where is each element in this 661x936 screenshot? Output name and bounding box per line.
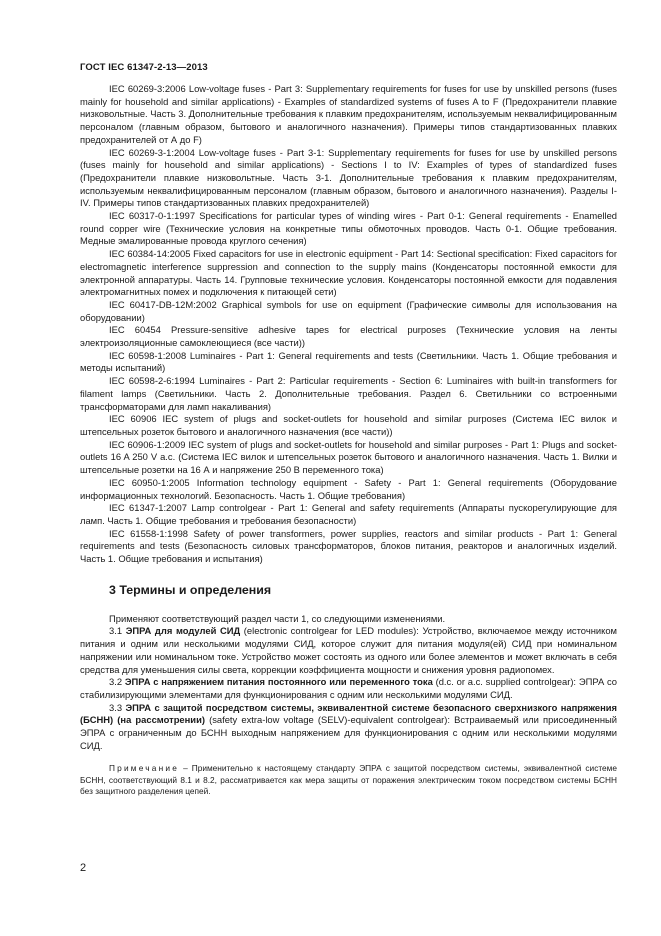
page-number: 2 [80, 862, 87, 874]
term-name: ЭПРА с напряжением питания постоянного или переменного тока [124, 676, 433, 688]
reference-item: IEC 60906-1:2009 IEC system of plugs and socket-outlets for household and similar purposes - Part 1: Plugs and socket-outlets 16 A 250 V a.c. (Система IEC вилок и штепсельных розеток бытового и аналогичного назначения. Часть 1. Вилки и штепсельные розетки на 16 А и напряжение 250 В переменного тока) [80, 438, 617, 476]
reference-item: IEC 61558-1:1998 Safety of power transformers, power supplies, reactors and similar products - Part 1: General requirements and tests (Безопасность силовых трансформаторов, блоков питания, реакторов и аналогичных изделий. Часть 1. Общие требования и испытания) [80, 527, 617, 565]
reference-item: IEC 60454 Pressure-sensitive adhesive tapes for electrical purposes (Технические условия на ленты электроизоляционные самоклеющиеся (все части)) [80, 324, 617, 349]
document-header: ГОСТ IEC 61347-2-13—2013 [80, 62, 208, 73]
reference-item: IEC 60906 IEC system of plugs and socket-outlets for household and similar purposes (Система IEC вилок и штепсельных розеток бытового и аналогичного назначения (все части)) [80, 413, 617, 437]
normative-references-list [80, 83, 617, 566]
term-number: 3.3 [109, 701, 123, 713]
note-paragraph [80, 763, 617, 797]
term-definition [80, 702, 617, 753]
term-text: (safety extra-low voltage (SELV)-equivalent controlgear): Встраиваемый или присоединенный ЭПРА с ограниченным до БСНН выходным напряжением для функционирования с одним или несколькими модулями СИД. [80, 714, 617, 751]
section-intro: Применяют соответствующий раздел части 1, со следующими изменениями. [109, 612, 446, 624]
term-text: (d.c. or a.c. supplied controlgear): ЭПРА со стабилизирующими элементами для функционирования с одним или несколькими модулями СИД. [80, 676, 618, 700]
reference-item: IEC 60417-DB-12M:2002 Graphical symbols for use on equipment (Графические символы для использования на оборудовании) [80, 298, 617, 323]
reference-item: IEC 60384-14:2005 Fixed capacitors for use in electronic equipment - Part 14: Sectional specification: Fixed capacitors for electromagnetic interference suppression and connection to the supply mains (Конденсаторы постоянной емкости для электронной аппаратуры. Часть 14. Групповые технические условия. Конденсаторы постоянной емкости для подавления электромагнитных помех и подключения к питающей сети) [80, 248, 617, 298]
reference-item: IEC 60269-3:2006 Low-voltage fuses - Part 3: Supplementary requirements for fuses for use by unskilled persons (fuses mainly for household and similar applications) - Examples of standardized systems of fuses A to F (Предохранители плавкие низковольтные. Часть 3. Дополнительные требования к плавким предохранителям, используемым неквалифицированным персоналом (главным образом, бытового и аналогичного назначения). Примеры типов стандартизованных плавких предохранителей от А до F) [80, 83, 617, 145]
term-text: (electronic controlgear for LED modules): Устройство, включаемое между источником питания и одним или несколькими модулями СИД, которое служит для питания модуля(ей) СИД при номинальном напряжении или номинальном токе. Устройство может состоять из одного или более элементов и может включать в себя средства для уменьшения силы света, коррекции коэффициента мощности и снижения уровня радиопомех. [80, 625, 617, 675]
reference-item: IEC 60598-1:2008 Luminaires - Part 1: General requirements and tests (Светильники. Часть 1. Общие требования и методы испытаний) [80, 349, 617, 374]
term-definition [80, 625, 617, 676]
term-name: ЭПРА для модулей СИД [125, 625, 241, 637]
reference-item: IEC 60950-1:2005 Information technology equipment - Safety - Part 1: General requirements (Оборудование информационных технологий. Безопасность. Часть 1. Общие требования) [80, 476, 617, 501]
term-definition [80, 676, 617, 701]
reference-item: IEC 60317-0-1:1997 Specifications for particular types of winding wires - Part 0-1: General requirements - Enamelled round copper wire (Технические условия на конкретные типы обмоточных проводов. Часть 0-1. Общие требования. Медные эмалированные провода круглого сечения) [80, 210, 617, 247]
reference-item: IEC 60598-2-6:1994 Luminaires - Part 2: Particular requirements - Section 6: Luminaires with built-in transformers for filament lamps (Светильники. Часть 2. Дополнительные требования. Раздел 6. Светильники со встроенными трансформаторами для ламп накаливания) [80, 375, 617, 412]
note-text: – Применительно к настоящему стандарту ЭПРА с защитой посредством системы, эквивалентной системе БСНН, соответствующий 8.1 и 8.2, рассматривается как мера защиты от поражения электрическим током посредством системы БСНН без защитного разделения цепей. [80, 763, 617, 796]
reference-item: IEC 61347-1:2007 Lamp controlgear - Part 1: General and safety requirements (Аппараты пускорегулирующие для ламп. Часть 1. Общие требования и требования безопасности) [80, 502, 617, 526]
document-body [80, 83, 617, 797]
term-number: 3.1 [109, 625, 123, 637]
term-name: ЭПРА с защитой посредством системы, эквивалентной системе безопасного сверхнизкого напряжения (БСНН) (на рассмотрении) [80, 701, 617, 726]
section-heading: 3 Термины и определения [109, 582, 272, 597]
reference-item: IEC 60269-3-1:2004 Low-voltage fuses - Part 3-1: Supplementary requirements for fuses for use by unskilled persons (fuses mainly for household and similar applications) - Sections I to IV: Examples of types of standardized fuses (Предохранители плавкие низковольтные. Часть 3-1. Дополнительные требования к плавким предохранителям, используемым неквалифицированным персоналом (главным образом, бытового и аналогичного назначения). Разделы I-IV. Примеры типов стандартизованных плавких предохранителей) [80, 146, 617, 209]
note-label: Примечание [109, 763, 180, 774]
term-number: 3.2 [109, 676, 123, 688]
